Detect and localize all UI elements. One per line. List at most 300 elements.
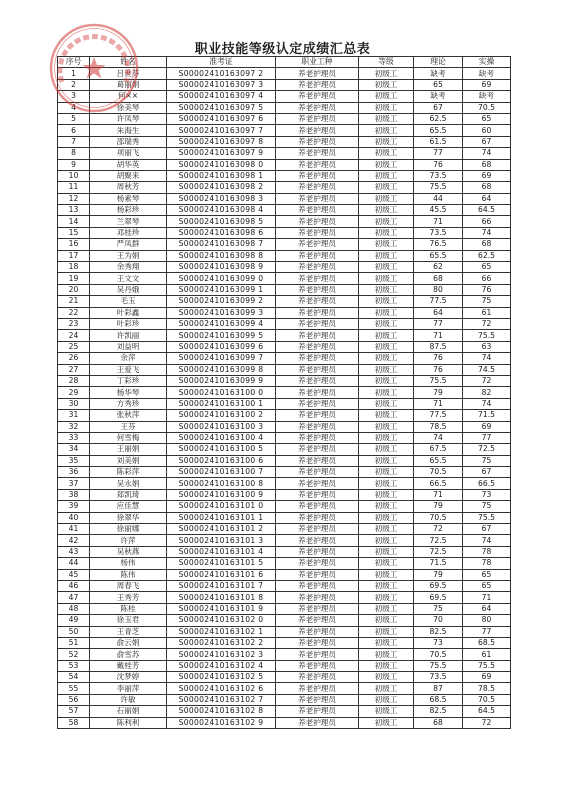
candidate-name: 杨彩珍 [90, 205, 167, 216]
occupation: 养老护理员 [276, 489, 359, 500]
practical-score: 72.5 [463, 444, 511, 455]
theory-score: 72 [414, 524, 463, 535]
level: 初级工 [359, 694, 414, 705]
theory-score: 76 [414, 364, 463, 375]
level: 初级工 [359, 375, 414, 386]
level: 初级工 [359, 603, 414, 614]
theory-score: 69.5 [414, 580, 463, 591]
row-number: 13 [58, 205, 90, 216]
practical-score: 77 [463, 626, 511, 637]
occupation: 养老护理员 [276, 387, 359, 398]
practical-score: 67 [463, 136, 511, 147]
exam-ticket-number: S00002410163098 9 [167, 262, 276, 273]
theory-score: 77.5 [414, 296, 463, 307]
column-header: 理论 [414, 57, 463, 68]
candidate-name: 王芬 [90, 421, 167, 432]
candidate-name: 许萍 [90, 535, 167, 546]
candidate-name: 杨伟 [90, 558, 167, 569]
table-row [58, 341, 511, 352]
theory-score: 68 [414, 273, 463, 284]
candidate-name: 周春飞 [90, 580, 167, 591]
candidate-name: 徐美琴 [90, 102, 167, 113]
exam-ticket-number: S00002410163097 7 [167, 125, 276, 136]
table-row [58, 398, 511, 409]
candidate-name: 方秀珍 [90, 398, 167, 409]
candidate-name: 张秋萍 [90, 410, 167, 421]
level: 初级工 [359, 432, 414, 443]
table-row [58, 637, 511, 648]
level: 初级工 [359, 330, 414, 341]
practical-score: 74.5 [463, 364, 511, 375]
table-row [58, 546, 511, 557]
occupation: 养老护理员 [276, 79, 359, 90]
row-number: 8 [58, 148, 90, 159]
occupation: 养老护理员 [276, 672, 359, 683]
theory-score: 73.5 [414, 170, 463, 181]
candidate-name: 兰翠琴 [90, 216, 167, 227]
occupation: 养老护理员 [276, 626, 359, 637]
level: 初级工 [359, 353, 414, 364]
table-row [58, 432, 511, 443]
table-row [58, 205, 511, 216]
practical-score: 缺考 [463, 91, 511, 102]
occupation: 养老护理员 [276, 205, 359, 216]
row-number: 16 [58, 239, 90, 250]
table-row [58, 535, 511, 546]
candidate-name: 许敏 [90, 694, 167, 705]
exam-ticket-number: S00002410163099 6 [167, 341, 276, 352]
exam-ticket-number: S00002410163099 4 [167, 318, 276, 329]
level: 初级工 [359, 364, 414, 375]
exam-ticket-number: S00002410163101 0 [167, 501, 276, 512]
candidate-name: 项丽飞 [90, 148, 167, 159]
candidate-name: 杨素琴 [90, 193, 167, 204]
level: 初级工 [359, 387, 414, 398]
row-number: 51 [58, 637, 90, 648]
occupation: 养老护理员 [276, 353, 359, 364]
occupation: 养老护理员 [276, 512, 359, 523]
theory-score: 71 [414, 489, 463, 500]
theory-score: 缺考 [414, 91, 463, 102]
occupation: 养老护理员 [276, 216, 359, 227]
occupation: 养老护理员 [276, 478, 359, 489]
practical-score: 75 [463, 296, 511, 307]
table-row [58, 615, 511, 626]
occupation: 养老护理员 [276, 375, 359, 386]
occupation: 养老护理员 [276, 68, 359, 79]
exam-ticket-number: S00002410163099 8 [167, 364, 276, 375]
theory-score: 66.5 [414, 478, 463, 489]
exam-ticket-number: S00002410163101 2 [167, 524, 276, 535]
row-number: 2 [58, 79, 90, 90]
column-header: 等级 [359, 57, 414, 68]
table-row [58, 649, 511, 660]
candidate-name: 吕世芬 [90, 68, 167, 79]
level: 初级工 [359, 524, 414, 535]
practical-score: 65 [463, 580, 511, 591]
exam-ticket-number: S00002410163097 6 [167, 113, 276, 124]
level: 初级工 [359, 102, 414, 113]
level: 初级工 [359, 273, 414, 284]
candidate-name: 俞云娟 [90, 637, 167, 648]
candidate-name: 徐玉君 [90, 615, 167, 626]
table-row [58, 79, 511, 90]
occupation: 养老护理员 [276, 284, 359, 295]
level: 初级工 [359, 239, 414, 250]
candidate-name: 何雪梅 [90, 432, 167, 443]
table-row [58, 467, 511, 478]
theory-score: 73.5 [414, 227, 463, 238]
level: 初级工 [359, 672, 414, 683]
level: 初级工 [359, 227, 414, 238]
table-row [58, 478, 511, 489]
candidate-name: 许凤琴 [90, 113, 167, 124]
candidate-name: 毛玉 [90, 296, 167, 307]
occupation: 养老护理员 [276, 91, 359, 102]
practical-score: 75.5 [463, 512, 511, 523]
table-row [58, 580, 511, 591]
table-row [58, 421, 511, 432]
candidate-name: 杨华琴 [90, 387, 167, 398]
exam-ticket-number: S00002410163100 9 [167, 489, 276, 500]
theory-score: 65.5 [414, 250, 463, 261]
level: 初级工 [359, 706, 414, 717]
column-header: 准考证 [167, 57, 276, 68]
table-row [58, 136, 511, 147]
exam-ticket-number: S00002410163102 9 [167, 717, 276, 728]
occupation: 养老护理员 [276, 421, 359, 432]
exam-ticket-number: S00002410163101 1 [167, 512, 276, 523]
table-row [58, 353, 511, 364]
exam-ticket-number: S00002410163100 3 [167, 421, 276, 432]
level: 初级工 [359, 660, 414, 671]
practical-score: 70.5 [463, 694, 511, 705]
occupation: 养老护理员 [276, 455, 359, 466]
level: 初级工 [359, 637, 414, 648]
candidate-name: 陈桂 [90, 603, 167, 614]
level: 初级工 [359, 649, 414, 660]
row-number: 6 [58, 125, 90, 136]
table-row [58, 216, 511, 227]
theory-score: 87.5 [414, 341, 463, 352]
theory-score: 77 [414, 318, 463, 329]
table-row [58, 227, 511, 238]
exam-ticket-number: S00002410163099 0 [167, 273, 276, 284]
practical-score: 78 [463, 546, 511, 557]
practical-score: 64 [463, 193, 511, 204]
occupation: 养老护理员 [276, 444, 359, 455]
practical-score: 82 [463, 387, 511, 398]
exam-ticket-number: S00002410163098 0 [167, 159, 276, 170]
theory-score: 77 [414, 148, 463, 159]
exam-ticket-number: S00002410163098 3 [167, 193, 276, 204]
practical-score: 75.5 [463, 330, 511, 341]
row-number: 24 [58, 330, 90, 341]
exam-ticket-number: S00002410163100 8 [167, 478, 276, 489]
exam-ticket-number: S00002410163099 9 [167, 375, 276, 386]
theory-score: 71 [414, 330, 463, 341]
table-row [58, 102, 511, 113]
level: 初级工 [359, 250, 414, 261]
row-number: 28 [58, 375, 90, 386]
row-number: 47 [58, 592, 90, 603]
level: 初级工 [359, 284, 414, 295]
row-number: 19 [58, 273, 90, 284]
theory-score: 70 [414, 615, 463, 626]
exam-ticket-number: S00002410163101 8 [167, 592, 276, 603]
exam-ticket-number: S00002410163098 5 [167, 216, 276, 227]
table-row [58, 489, 511, 500]
occupation: 养老护理员 [276, 410, 359, 421]
occupation: 养老护理员 [276, 694, 359, 705]
practical-score: 缺考 [463, 68, 511, 79]
practical-score: 61 [463, 307, 511, 318]
candidate-name: 徐翠华 [90, 512, 167, 523]
candidate-name: 陈伟 [90, 569, 167, 580]
practical-score: 62.5 [463, 250, 511, 261]
table-row [58, 626, 511, 637]
candidate-name: 郑凯琦 [90, 489, 167, 500]
row-number: 12 [58, 193, 90, 204]
candidate-name: 王秀芳 [90, 592, 167, 603]
practical-score: 65 [463, 113, 511, 124]
level: 初级工 [359, 125, 414, 136]
table-row [58, 262, 511, 273]
exam-ticket-number: S00002410163098 8 [167, 250, 276, 261]
level: 初级工 [359, 262, 414, 273]
occupation: 养老护理员 [276, 467, 359, 478]
theory-score: 77.5 [414, 410, 463, 421]
row-number: 7 [58, 136, 90, 147]
table-row [58, 125, 511, 136]
theory-score: 65.5 [414, 455, 463, 466]
theory-score: 61.5 [414, 136, 463, 147]
level: 初级工 [359, 455, 414, 466]
exam-ticket-number: S00002410163102 7 [167, 694, 276, 705]
practical-score: 64.5 [463, 706, 511, 717]
occupation: 养老护理员 [276, 569, 359, 580]
table-row [58, 524, 511, 535]
score-summary-table [57, 56, 511, 729]
candidate-name: 王文文 [90, 273, 167, 284]
practical-score: 76 [463, 284, 511, 295]
row-number: 25 [58, 341, 90, 352]
practical-score: 68.5 [463, 637, 511, 648]
exam-ticket-number: S00002410163099 1 [167, 284, 276, 295]
exam-ticket-number: S00002410163099 7 [167, 353, 276, 364]
occupation: 养老护理员 [276, 239, 359, 250]
row-number: 33 [58, 432, 90, 443]
table-row [58, 455, 511, 466]
theory-score: 72.5 [414, 535, 463, 546]
table-row [58, 592, 511, 603]
exam-ticket-number: S00002410163098 4 [167, 205, 276, 216]
candidate-name: 刘美娟 [90, 455, 167, 466]
column-header: 姓名 [90, 57, 167, 68]
practical-score: 69 [463, 170, 511, 181]
table-row [58, 68, 511, 79]
exam-ticket-number: S00002410163097 5 [167, 102, 276, 113]
level: 初级工 [359, 159, 414, 170]
occupation: 养老护理员 [276, 501, 359, 512]
occupation: 养老护理员 [276, 262, 359, 273]
candidate-name: 王青芝 [90, 626, 167, 637]
candidate-name: 余萍 [90, 353, 167, 364]
theory-score: 71 [414, 398, 463, 409]
candidate-name: 王丽娟 [90, 444, 167, 455]
occupation: 养老护理员 [276, 296, 359, 307]
row-number: 38 [58, 489, 90, 500]
occupation: 养老护理员 [276, 148, 359, 159]
occupation: 养老护理员 [276, 250, 359, 261]
candidate-name: 何×× [90, 91, 167, 102]
candidate-name: 严凤群 [90, 239, 167, 250]
table-row [58, 318, 511, 329]
occupation: 养老护理员 [276, 603, 359, 614]
column-header: 序号 [58, 57, 90, 68]
theory-score: 75.5 [414, 660, 463, 671]
table-row [58, 375, 511, 386]
exam-ticket-number: S00002410163098 2 [167, 182, 276, 193]
theory-score: 78.5 [414, 421, 463, 432]
theory-score: 65 [414, 79, 463, 90]
candidate-name: 徐丽娜 [90, 524, 167, 535]
level: 初级工 [359, 91, 414, 102]
row-number: 21 [58, 296, 90, 307]
table-row [58, 330, 511, 341]
exam-ticket-number: S00002410163097 9 [167, 148, 276, 159]
row-number: 29 [58, 387, 90, 398]
practical-score: 69 [463, 672, 511, 683]
table-row [58, 569, 511, 580]
level: 初级工 [359, 580, 414, 591]
theory-score: 87 [414, 683, 463, 694]
practical-score: 72 [463, 375, 511, 386]
practical-score: 73 [463, 489, 511, 500]
theory-score: 70.5 [414, 467, 463, 478]
theory-score: 62.5 [414, 113, 463, 124]
occupation: 养老护理员 [276, 558, 359, 569]
candidate-name: 王爱飞 [90, 364, 167, 375]
occupation: 养老护理员 [276, 432, 359, 443]
theory-score: 64 [414, 307, 463, 318]
level: 初级工 [359, 318, 414, 329]
candidate-name: 石丽娟 [90, 706, 167, 717]
exam-ticket-number: S00002410163101 9 [167, 603, 276, 614]
table-row [58, 387, 511, 398]
theory-score: 82.5 [414, 626, 463, 637]
occupation: 养老护理员 [276, 113, 359, 124]
theory-score: 75.5 [414, 375, 463, 386]
level: 初级工 [359, 182, 414, 193]
theory-score: 73.5 [414, 672, 463, 683]
practical-score: 61 [463, 649, 511, 660]
occupation: 养老护理员 [276, 524, 359, 535]
exam-ticket-number: S00002410163100 5 [167, 444, 276, 455]
practical-score: 63 [463, 341, 511, 352]
candidate-name: 陈利利 [90, 717, 167, 728]
row-number: 1 [58, 68, 90, 79]
practical-score: 64 [463, 603, 511, 614]
occupation: 养老护理员 [276, 398, 359, 409]
practical-score: 77 [463, 432, 511, 443]
occupation: 养老护理员 [276, 580, 359, 591]
theory-score: 缺考 [414, 68, 463, 79]
exam-ticket-number: S00002410163102 1 [167, 626, 276, 637]
row-number: 58 [58, 717, 90, 728]
exam-ticket-number: S00002410163102 3 [167, 649, 276, 660]
row-number: 41 [58, 524, 90, 535]
level: 初级工 [359, 113, 414, 124]
occupation: 养老护理员 [276, 364, 359, 375]
occupation: 养老护理员 [276, 227, 359, 238]
occupation: 养老护理员 [276, 660, 359, 671]
row-number: 4 [58, 102, 90, 113]
candidate-name: 邵瑞秀 [90, 136, 167, 147]
candidate-name: 吴秋燕 [90, 546, 167, 557]
row-number: 49 [58, 615, 90, 626]
table-row [58, 273, 511, 284]
practical-score: 69 [463, 79, 511, 90]
exam-ticket-number: S00002410163101 6 [167, 569, 276, 580]
level: 初级工 [359, 626, 414, 637]
practical-score: 71 [463, 592, 511, 603]
practical-score: 75.5 [463, 660, 511, 671]
exam-ticket-number: S00002410163102 2 [167, 637, 276, 648]
row-number: 15 [58, 227, 90, 238]
theory-score: 44 [414, 193, 463, 204]
occupation: 养老护理员 [276, 341, 359, 352]
level: 初级工 [359, 205, 414, 216]
row-number: 31 [58, 410, 90, 421]
row-number: 20 [58, 284, 90, 295]
theory-score: 45.5 [414, 205, 463, 216]
theory-score: 74 [414, 432, 463, 443]
table-row [58, 683, 511, 694]
theory-score: 75.5 [414, 182, 463, 193]
occupation: 养老护理员 [276, 637, 359, 648]
level: 初级工 [359, 136, 414, 147]
table-header-row [58, 57, 511, 68]
table-row [58, 410, 511, 421]
level: 初级工 [359, 444, 414, 455]
exam-ticket-number: S00002410163098 6 [167, 227, 276, 238]
theory-score: 70.5 [414, 649, 463, 660]
practical-score: 71.5 [463, 410, 511, 421]
page-title: 职业技能等级认定成绩汇总表 [194, 42, 371, 57]
occupation: 养老护理员 [276, 102, 359, 113]
row-number: 22 [58, 307, 90, 318]
exam-ticket-number: S00002410163097 2 [167, 68, 276, 79]
occupation: 养老护理员 [276, 706, 359, 717]
row-number: 52 [58, 649, 90, 660]
row-number: 39 [58, 501, 90, 512]
candidate-name: 沈梦婷 [90, 672, 167, 683]
occupation: 养老护理员 [276, 125, 359, 136]
level: 初级工 [359, 307, 414, 318]
row-number: 36 [58, 467, 90, 478]
occupation: 养老护理员 [276, 193, 359, 204]
level: 初级工 [359, 615, 414, 626]
exam-ticket-number: S00002410163099 5 [167, 330, 276, 341]
occupation: 养老护理员 [276, 330, 359, 341]
row-number: 40 [58, 512, 90, 523]
occupation: 养老护理员 [276, 307, 359, 318]
level: 初级工 [359, 79, 414, 90]
level: 初级工 [359, 535, 414, 546]
row-number: 3 [58, 91, 90, 102]
exam-ticket-number: S00002410163098 7 [167, 239, 276, 250]
